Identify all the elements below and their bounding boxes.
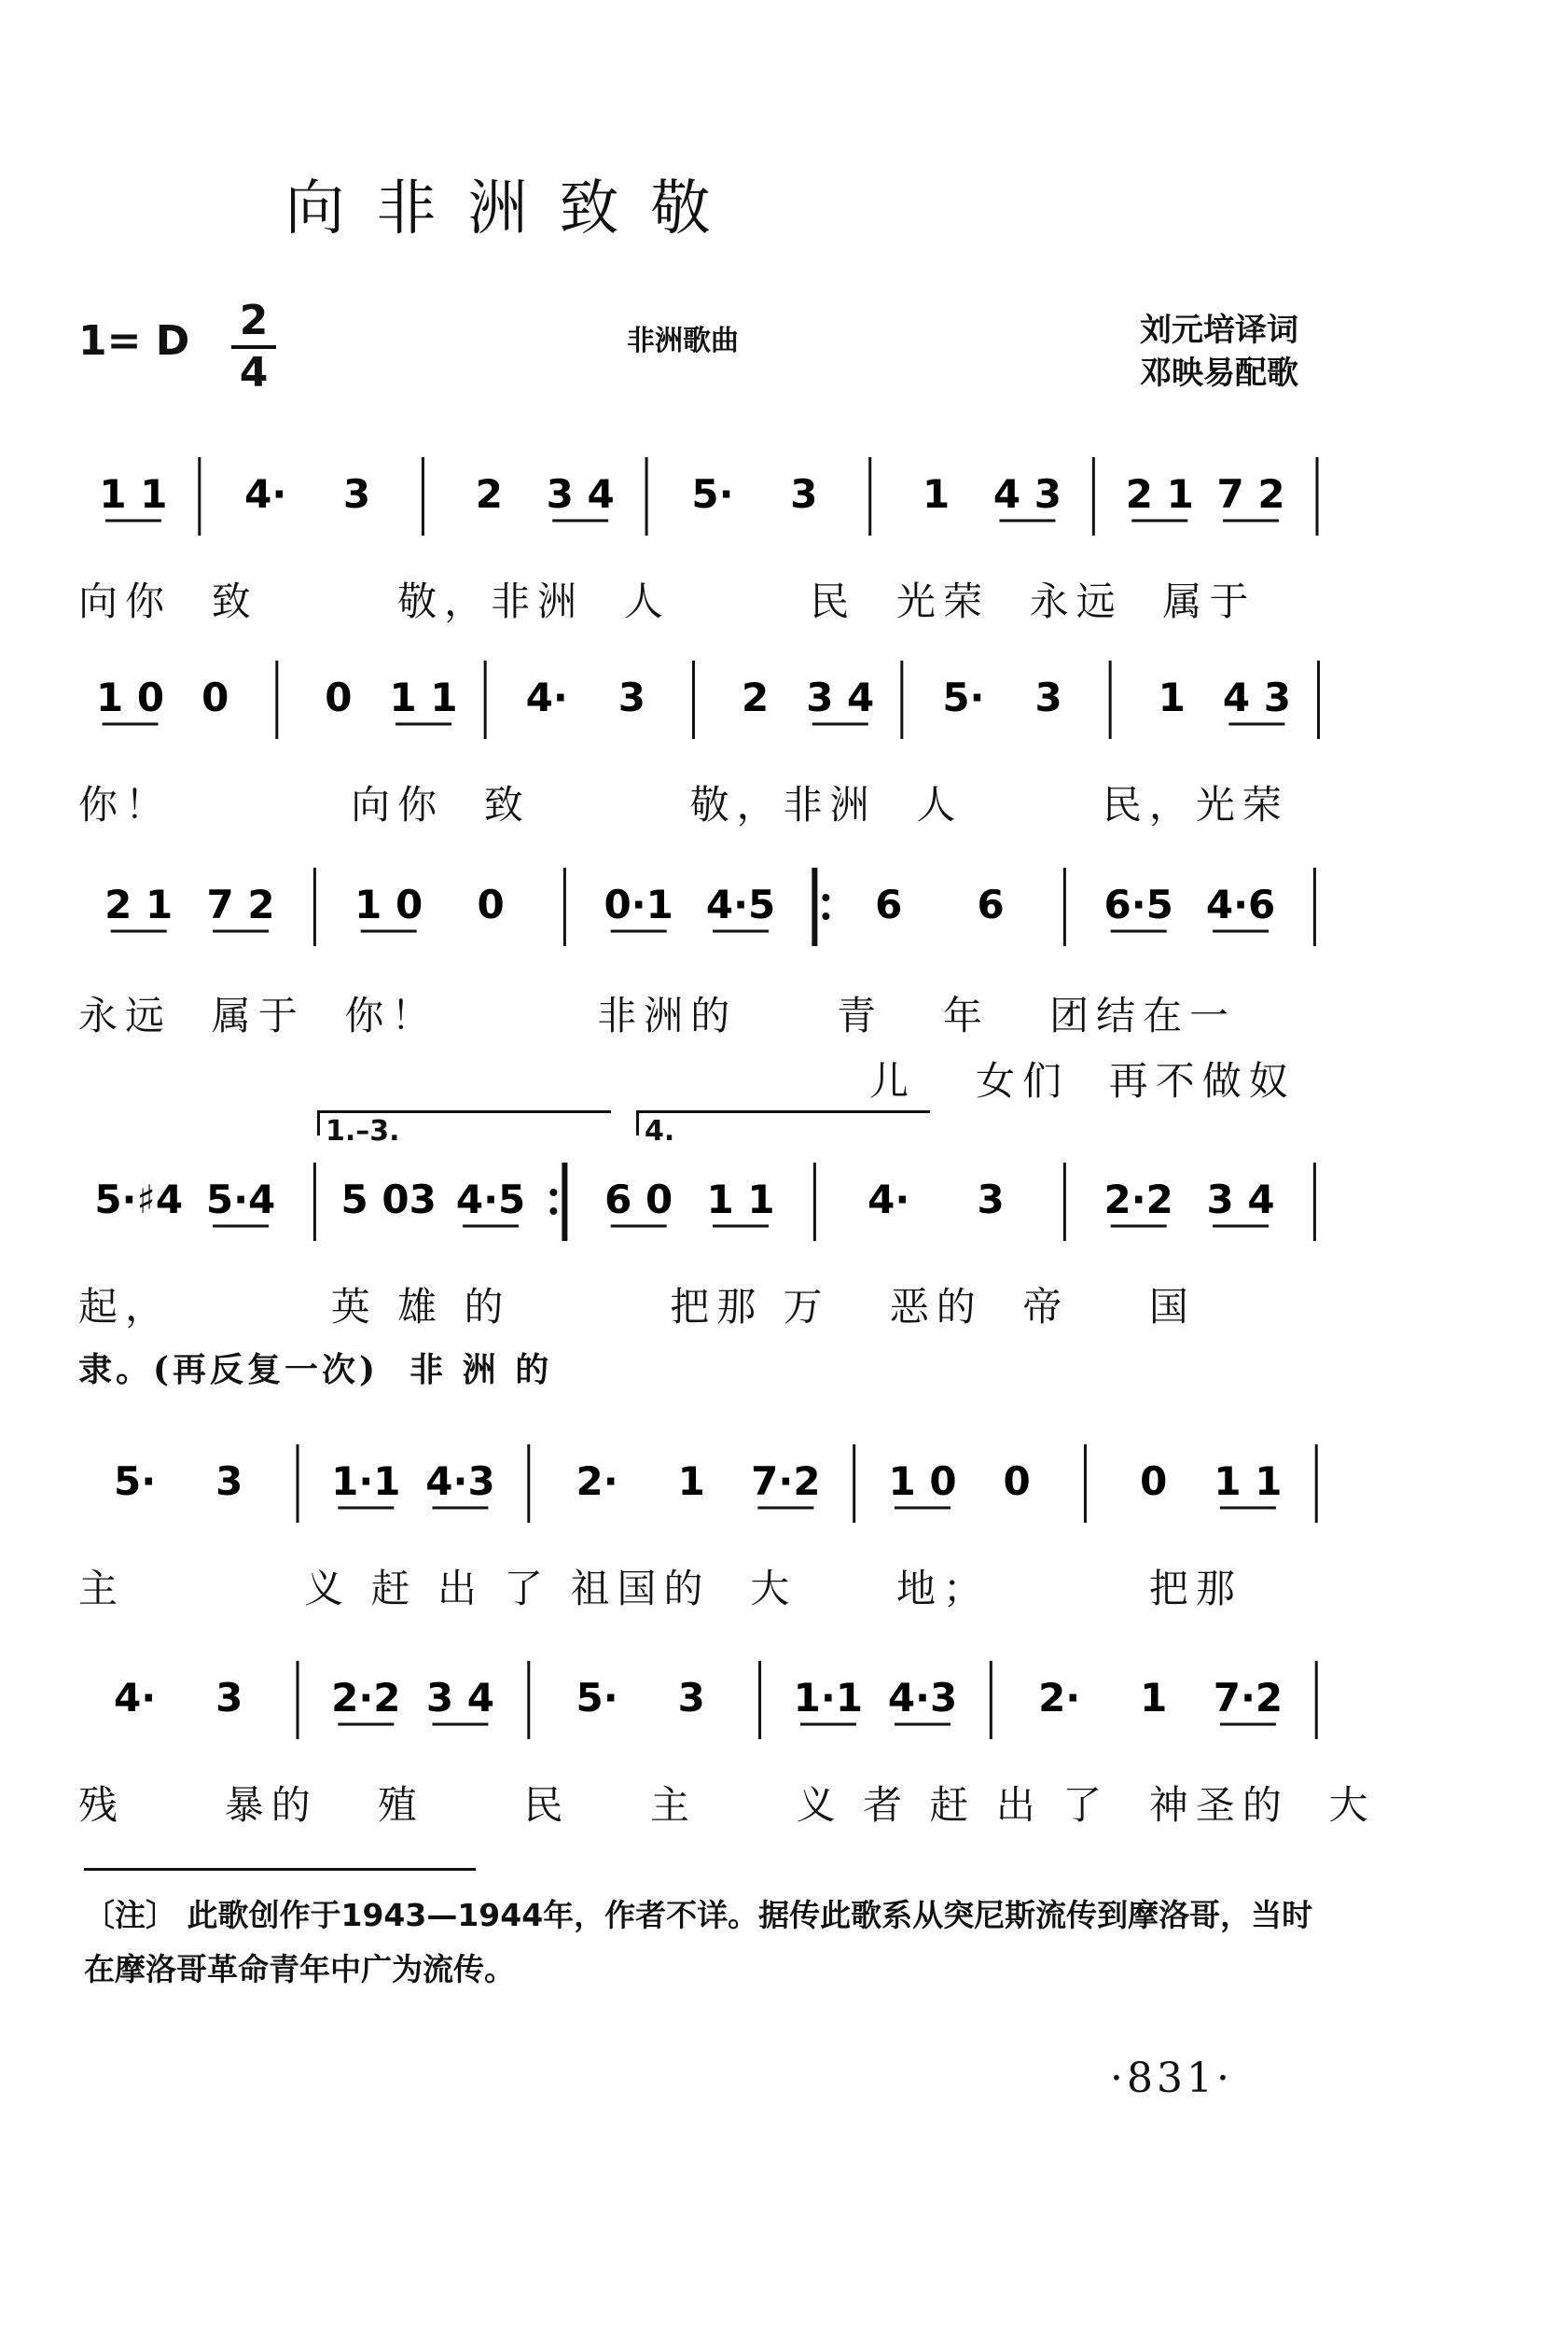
note-group: 1 bbox=[677, 1458, 705, 1504]
barline bbox=[549, 1163, 564, 1241]
note-group: 2 bbox=[475, 471, 503, 517]
note-group: 7·2 bbox=[1213, 1675, 1284, 1721]
note-group: 3 bbox=[617, 675, 646, 720]
note-group: 5·♯4 bbox=[94, 1177, 184, 1222]
volta-first: 1.–3. bbox=[317, 1110, 611, 1148]
notation-row-4 bbox=[78, 1155, 1347, 1239]
note-group: 1·1 bbox=[793, 1675, 864, 1721]
note-group: 6 0 bbox=[604, 1177, 673, 1222]
note-group: 3 4 bbox=[806, 675, 875, 720]
note-group: 3 4 bbox=[425, 1675, 495, 1721]
note-group: 5·4 bbox=[205, 1177, 276, 1222]
note-group: 4 3 bbox=[1222, 675, 1291, 720]
note-group: 1 1 bbox=[389, 675, 458, 720]
note-group: 1 1 bbox=[1214, 1458, 1283, 1504]
note-group: 7 2 bbox=[206, 882, 275, 927]
note-group: 1 bbox=[1140, 1675, 1168, 1721]
note-group: 6 bbox=[875, 882, 903, 927]
note-group: 6·5 bbox=[1103, 882, 1173, 927]
note-group: 2 1 bbox=[104, 882, 173, 927]
lyric-line-6: 残 暴的 殖 民 主 义 者 赶 出 了 神圣的 大 bbox=[78, 1782, 1376, 1828]
note-group: 2 bbox=[741, 675, 770, 720]
note-group: 1 bbox=[923, 471, 951, 517]
note-group: 4·6 bbox=[1205, 882, 1276, 927]
note-group: 0·1 bbox=[604, 882, 673, 927]
note-group: 7·2 bbox=[751, 1458, 821, 1504]
note-group: 3 4 bbox=[1206, 1177, 1275, 1222]
note-group: 4· bbox=[867, 1177, 910, 1222]
note-group: 2· bbox=[1038, 1675, 1081, 1721]
note-group: 4·3 bbox=[425, 1458, 495, 1504]
notation-row-3 bbox=[78, 860, 1347, 944]
note-group: 1 0 bbox=[888, 1458, 957, 1504]
note-group: 1 0 bbox=[96, 675, 165, 720]
notation-row-1 bbox=[78, 450, 1347, 534]
note-group: 4·3 bbox=[887, 1675, 958, 1721]
note-group: 1 1 bbox=[99, 471, 168, 517]
note-group: 1 1 bbox=[706, 1177, 775, 1222]
note-group: 1 0 bbox=[354, 882, 423, 927]
note-group: 5· bbox=[576, 1675, 618, 1721]
note-group: 0 bbox=[477, 882, 505, 927]
lyric-line-1: 向你 致 敬，非洲 人 民 光荣 永远 属于 bbox=[78, 578, 1256, 624]
note-group: 5· bbox=[942, 675, 985, 720]
note-group: 5· bbox=[691, 471, 734, 517]
note-group: 3 bbox=[677, 1675, 705, 1721]
page-number: ·831· bbox=[1110, 2055, 1233, 2102]
note-group: 5· bbox=[113, 1458, 157, 1504]
lyric-line-3: 永远 属于 你！ 非洲的 青 年 团结在一 bbox=[78, 993, 1237, 1038]
time-signature bbox=[228, 297, 280, 397]
lyric-line-5: 主 义 赶 出 了 祖国的 大 地； 把那 bbox=[78, 1566, 1242, 1611]
note-group: 4· bbox=[525, 675, 568, 720]
note-group: 4·5 bbox=[705, 882, 776, 927]
notation-row-6 bbox=[78, 1653, 1347, 1737]
note-group: 3 bbox=[1034, 675, 1062, 720]
note-group: 0 bbox=[1140, 1458, 1168, 1504]
note-group: 0 bbox=[201, 675, 229, 720]
lyric-line-3b: 儿 女们 再不做奴 bbox=[869, 1058, 1296, 1104]
note-group: 4·5 bbox=[455, 1177, 526, 1222]
genre-label: 非洲歌曲 bbox=[627, 325, 739, 357]
time-signature-bottom: 4 bbox=[239, 349, 269, 397]
note-group: 4· bbox=[244, 471, 287, 517]
lyricist-credit: 刘元培译词 bbox=[1140, 312, 1298, 349]
note-group: 2·2 bbox=[331, 1675, 401, 1721]
note-group: 2·2 bbox=[1103, 1177, 1173, 1222]
note-group: 1 bbox=[1158, 675, 1186, 720]
time-signature-top: 2 bbox=[239, 297, 269, 344]
note-group: 3 bbox=[215, 1458, 243, 1504]
lyric-line-4b: 隶。(再反复一次) 非 洲 的 bbox=[78, 1350, 553, 1389]
note-group: 0 bbox=[1003, 1458, 1031, 1504]
notation-row-5 bbox=[78, 1437, 1347, 1521]
note-group: 3 4 bbox=[546, 471, 615, 517]
footnote: 〔注〕 此歌创作于1943—1944年，作者不详。据传此歌系从突尼斯流传到摩洛哥，当时在摩洛哥革命青年中广为流传。 bbox=[84, 1897, 1313, 1987]
note-group: 2· bbox=[576, 1458, 618, 1504]
note-group: 6 bbox=[977, 882, 1005, 927]
note-group: 4 3 bbox=[992, 471, 1062, 517]
barline bbox=[814, 868, 829, 946]
note-group: 3 bbox=[342, 471, 371, 517]
notation-row-2 bbox=[78, 653, 1347, 737]
note-group: 4· bbox=[113, 1675, 157, 1721]
arranger-credit: 邓映易配歌 bbox=[1140, 355, 1298, 392]
note-group: 2 1 bbox=[1125, 471, 1194, 517]
note-group: 3 bbox=[977, 1177, 1005, 1222]
note-group: 7 2 bbox=[1216, 471, 1285, 517]
note-group: 0 bbox=[325, 675, 353, 720]
footnote-divider bbox=[84, 1868, 476, 1871]
lyric-line-4: 起， 英 雄 的 把那 万 恶的 帝 国 bbox=[78, 1284, 1196, 1330]
lyric-line-2: 你！ 向你 致 敬，非洲 人 民，光荣 bbox=[78, 782, 1289, 828]
volta-second: 4. bbox=[636, 1110, 930, 1148]
note-group: 1·1 bbox=[331, 1458, 401, 1504]
key-signature: 1= D bbox=[78, 317, 190, 365]
note-group: 5 03 bbox=[340, 1177, 437, 1222]
song-title: 向非洲致敬 bbox=[284, 174, 742, 244]
note-group: 3 bbox=[790, 471, 818, 517]
note-group: 3 bbox=[215, 1675, 243, 1721]
